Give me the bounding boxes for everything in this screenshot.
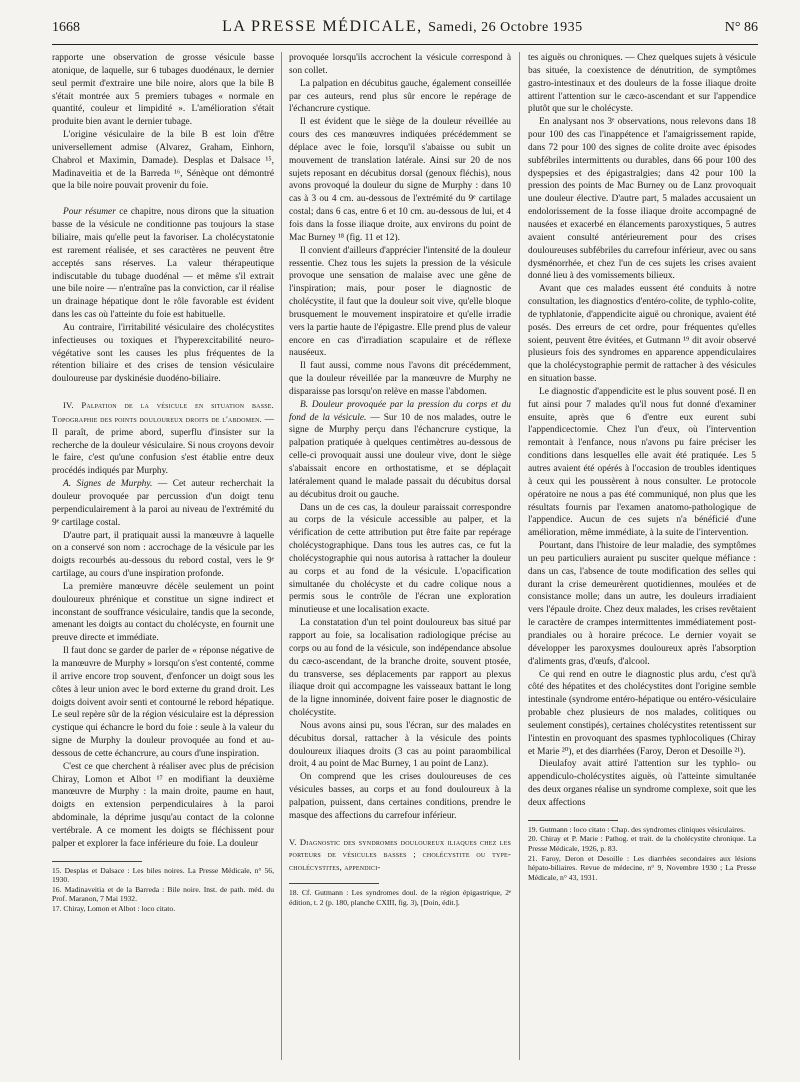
paragraph: On comprend que les crises douloureuses de ces vésicules basses, au corps et au fond douloureux à la palpation, puissent, dans certaines conditions, prendre le masque des affections du carrefour inférieur. [289, 772, 511, 821]
footnote: 19. Gutmann : loco citato : Chap. des syndromes cliniques vésiculaires. [528, 824, 746, 834]
paragraph: En analysant nos 3ᵉ observations, nous relevons dans 18 pour 100 des cas l'inappétence et l'amaigrissement rapide, dans 72 pour 100 des signes de colite droite avec épisodes subfébriles intermittents ou durables, dans 66 pour 100 des dyspepsies et des épigastralgies; dans 42 pour 100 la pression des points de Mac Burney ou de Lanz provoquait une douleur élective. D'autre part, 5 malades accusaient un endolorissement de la fosse iliaque droite accompagné de nausées et exacerbé en élancements paroxystiques, 5 autres avaient consulté antérieurement pour des crises douloureuses subfébriles du carrefour inférieur, avec ou sans dysménorrhée, et chez l'un de ces sujets les crises avaient donné lieu à des vomissements bilieux. [528, 117, 756, 282]
footnote: 20. Chiray et P. Marie : Pathog. et trait. de la cholécystite chronique. La Presse Médicale, 1926, p. 83. [528, 834, 756, 853]
footnote: 21. Faroy, Deron et Desoille : Les diarrhées secondaires aux lésions hépato-biliaires. Revue de médecine, n° 9, Novembre 1930 ; La Presse Médicale, n° 43, 1931. [528, 853, 756, 882]
paragraph: Ce qui rend en outre le diagnostic plus ardu, c'est qu'à côté des hépatites et des cholécystites dont l'origine semble intestinale (syndrome entéro-hépatique ou entéro-vésiculaire probable chez plusieurs de nos malades, colitiques ou seulement constipés), certaines cholécystites retentissent sur l'intestin en provoquant des spasmes typhlocoliques (Chiray et Marie ²⁰), et des diarrhées (Faroy, Deron et Desoille ²¹). [528, 669, 756, 757]
paragraph: Le diagnostic d'appendicite est le plus souvent posé. Il en fut ainsi pour 7 malades qu'il nous fut donné d'examiner ensuite, après que 6 d'entre eux eurent subi l'appendicectomie. Chez l'un d'eux, où l'intervention remontait à l'enfance, nous n'avons pu faire préciser les conditions dans lesquelles elle avait été pratiquée. Les 5 autres avaient été opérés à l'occasion de troubles identiques à ceux qui les poussèrent à nous consulter. Le protocole opératoire ne nous a pas été communiqué, non plus que les résultats fournis par l'examen anatomo-pathologique de l'appendice. Aucun de ces sujets n'a bénéficié d'une amélioration, même immédiate, à la suite de l'intervention. [528, 386, 756, 539]
paragraph: Nous avons ainsi pu, sous l'écran, sur des malades en décubitus dorsal, rattacher à la vésicule des points douloureux iliaques droits (3 cas au point paraombilical droit, 4 au point de Mac Burney, 1 au point de Lanz). [289, 720, 511, 770]
page-number: 1668 [52, 20, 80, 35]
paragraph: D'autre part, il pratiquait aussi la manœuvre à laquelle on a conservé son nom : accrochage de la vésicule par les doigts recourbés au-dessous du rebord costal, vers le 9ᵉ cartilage, au cours d'une inspiration profonde. [52, 530, 274, 580]
paragraph: L'origine vésiculaire de la bile B est loin d'être universellement admise (Alvarez, Graham, Einhorn, Chabrol et Maximin, Damade). Desplas et Dalsace ¹⁵, Madinaveitia et de la Barreda ¹⁶, Sénèque ont démontré que la bile noire pouvait provenir du foie. [52, 130, 274, 192]
text-column-1 [52, 52, 274, 1060]
column-divider [281, 52, 282, 1060]
paragraph [52, 399, 274, 478]
footnote-separator [289, 883, 379, 884]
paragraph-text: — Il paraît, de prime abord, superflu d'insister sur la recherche de la douleur vésiculaire. Si nous croyons devoir le faire, c'est qu'une confusion s'est établie entre deux procédés indiqués par Murphy. [52, 414, 274, 477]
paragraph: La première manœuvre décèle seulement un point douloureux phrénique et constitue un signe indirect et inconstant de souffrance vésiculaire, tandis que la seconde, amenant les doigts au contact du cholécyste, en fournit une preuve directe et immédiate. [52, 581, 274, 644]
paragraph: Il faut donc se garder de parler de « réponse négative de la manœuvre de Murphy » lorsqu'on s'est contenté, comme il arrive encore trop souvent, d'enfoncer un doigt sous les côtes à leur union avec le bord externe du grand droit. Les doigts doivent avoir senti et contourné le rebord hépatique. Le seul repère sûr de la région vésiculaire est la dépression cystique qui échancre le bord du foie : seule à la valeur du signe de Murphy la douleur provoquée au fond et au-dessous de cette échancrure, au cours d'une inspiration. [52, 646, 274, 759]
paragraph: Dans un de ces cas, la douleur paraissait correspondre au corps de la vésicule accessible au palper, et la vérification de cette attribution put être faite par repérage cholécystographique. Dans tous les autres cas, ce fut la cholécystographie qui nous autorisa à rattacher la douleur au corps et au fond de la vésicule. L'opacification simultanée du cholécyste et du cadre colique nous a permis sous le contrôle de l'écran une exploration minutieuse et une localisation exacte. [289, 502, 511, 616]
paragraph: rapporte une observation de grosse vésicule basse atonique, de laquelle, sur 6 tubages duodénaux, le dernier seul permit d'extraire une bile noire, alors que la bile B s'était montrée aux 5 premiers tubages « normale en quantité, couleur et limpidité ». L'amélioration s'était produite bien avant le dernier tubage. [52, 53, 274, 128]
paragraph: provoquée lorsqu'ils accrochent la vésicule correspond à son collet. [289, 53, 511, 76]
paragraph: Il est évident que le siège de la douleur réveillée au cours des ces manœuvres indiquées précédemment se déplace avec le foie, lorsqu'il s'abaisse ou subit un mouvement de translation latérale. Ainsi sur 20 de nos sujets reposant en décubitus dorsal (genoux fléchis), nous avons provoqué la douleur du signe de Murphy : dans 10 cas à 3 ou 4 cm. au-dessous de l'extrémité du 9ᵉ cartilage costal; dans 6 cas, entre 6 et 10 cm. au-dessous de lui, et 4 fois dans la fosse iliaque droite, aux environs du point de Mac Burney ¹⁸ (fig. 11 et 12). [289, 117, 511, 243]
paragraph [289, 399, 511, 502]
italic-lead: B. Douleur provoquée par la pression du corps et du fond de la vésicule. [289, 399, 511, 423]
issue-number: N° 86 [724, 20, 758, 35]
paragraph: La constatation d'un tel point douloureux bas situé par rapport au foie, sa localisation radiologique précise au corps ou au fond de la vésicule, son indépendance absolue du cæco-ascendant, de la branche droite, souvent ptosée, du transverse, ses déplacements par rapport au plexus iliaque droit qui accompagne les vaisseaux battant le long de la ligne innominée, doivent faire poser le diagnostic de cholécystite. [289, 618, 511, 719]
paragraph-text: — Sur 10 de nos malades, outre le signe de Murphy perçu dans l'échancrure cystique, la palpation pratiquée à quelques centimètres au-dessous de celle-ci provoquait aussi une douleur vive, dont le siège s'abaissait encore en orthostatisme, et se déplaçait latéralement quand le malade passait du décubitus dorsal au décubitus droit ou gauche. [289, 412, 511, 500]
paragraph: Avant que ces malades eussent été conduits à notre consultation, les diagnostics d'entéro-colite, de typhlo-colite, de typhlatonie, d'appendicite aiguë ou chronique, avaient été posés. Des erreurs de cet ordre, pour fréquentes qu'elles soient, peuvent être évitées, et Gutmann ¹⁹ dit avoir observé plusieurs fois des syndromes en apparence appendiculaires que la cholécystographie permit de rattacher à des vésicules en situation basse. [528, 284, 756, 385]
paragraph-text: — Cet auteur recherchait la douleur provoquée par percussion d'un doigt tenu perpendiculairement à la paroi au niveau de l'extrémité du 9ᵉ cartilage costal. [52, 479, 274, 528]
footnote-separator [528, 820, 618, 821]
section-heading: IV. Palpation de la vésicule en situation basse. Topographie des points douloureux droits de l'abdomen. [52, 400, 274, 424]
footnote: 17. Chiray, Lomon et Albot : loco citato. [52, 904, 176, 913]
column-divider [519, 52, 520, 1060]
paragraph: Pourtant, dans l'histoire de leur maladie, des symptômes un peu particuliers auraient pu susciter quelque méfiance : dans un cas, l'absence de toute modification des selles qui durant la crise demeurèrent quotidiennes, moulées et de consistance molle; dans un autre, les douleurs irradiaient vers l'épaule droite. Chez deux malades, les crises revêtaient le caractère de crampes intermittentes immédiatement post-prandiales ou à horaire précoce. Le dernier voyait se développer les paroxysmes douloureux après l'absorption d'aliments gras, d'œufs, d'alcool. [528, 541, 756, 667]
journal-title [222, 18, 583, 36]
section-heading: V. Diagnostic des syndromes douloureux iliaques chez les porteurs de vésicules basses ; cholécystite ou type-cholécystites, appendici- [289, 836, 511, 872]
page-header [52, 18, 758, 45]
paragraph: Il convient d'ailleurs d'apprécier l'intensité de la douleur ressentie. Chez tous les sujets la pression de la vésicule provoque une sensation de malaise avec une gêne de l'inspiration; mais, pour poser le diagnostic de cholécystite, il faut que la douleur soit vive, qu'elle bloque brusquement le mouvement inspiratoire et qu'elle irradie vers la partie haute de l'épigastre. Elle prend plus de valeur encore en cas d'irradiation scapulaire et de réflexe nauséeux. [289, 245, 511, 359]
paragraph-text: ce chapitre, nous dirons que la situation basse de la vésicule ne conditionne pas toujours la stase biliaire, mais qu'elle peut la favoriser. La cholécystatonie est rarement réalisée, et ses caractères ne peuvent être acceptés sans réserves. La valeur thérapeutique indiscutable du tubage duodénal — et même s'il extrait une bile noire — n'entraîne pas la conviction, car il réalise un drainage hépatique dont le rôle favorable est évident dans les cas où l'atteinte du foie est habituelle. [52, 207, 274, 321]
paragraph: Dieulafoy avait attiré l'attention sur les typhlo- ou appendiculo-cholécystites aiguës, où l'atteinte simultanée des deux organes réalise un syndrome complexe, soit que les deux affections [528, 759, 756, 808]
paragraph [52, 206, 274, 322]
italic-lead: Pour résumer [63, 207, 116, 218]
footnote: 18. Cf. Gutmann : Les syndromes doul. de la région épigastrique, 2ᵉ édition, t. 2 (p. 180, planche CXIII, fig. 3), [Doin, édit.]. [289, 888, 511, 907]
issue-date: Samedi, 26 Octobre 1935 [428, 20, 583, 35]
paragraph: tes aiguës ou chroniques. — Chez quelques sujets à vésicule bas située, la coexistence de dénutrition, de symptômes gastro-intestinaux et des douleurs de la fosse iliaque droite attirent l'attention sur le cæco-ascendant et sur l'appendice plutôt que sur le cholécyste. [528, 53, 756, 115]
journal-name: LA PRESSE MÉDICALE, [222, 18, 423, 35]
footnote: 16. Madinaveitia et de la Barreda : Bile noire. Inst. de path. méd. du Prof. Maranon, 7 Mai 1932. [52, 884, 274, 904]
footnote-separator [52, 861, 142, 862]
paragraph: C'est ce que cherchent à réaliser avec plus de précision Chiray, Lomon et Albot ¹⁷ en modifiant la deuxième manœuvre de Murphy : la main droite, paume en haut, doigts en extension perpendiculaires à la paroi abdominale, la déprime jusqu'au contact de la colonne vertébrale. A ce moment les doigts se fléchissent pour palper et explorer la face inférieure du foie. La douleur [52, 761, 274, 849]
text-column-3 [528, 52, 756, 1060]
paragraph: Au contraire, l'irritabilité vésiculaire des cholécystites infectieuses ou toxiques et l'hyperexcitabilité neuro-végétative sont les causes les plus fréquentes de la rétention biliaire et des crises de tension vésiculaire douloureuse par dyskinésie duodéno-biliaire. [52, 322, 274, 385]
text-column-2 [289, 52, 511, 1060]
paragraph: Il faut aussi, comme nous l'avons dit précédemment, que la douleur réveillée par la manœuvre de Murphy ne disparaisse pas lorsqu'on relève en masse l'abdomen. [289, 361, 511, 397]
italic-lead: A. Signes de Murphy. [63, 479, 153, 490]
paragraph [52, 478, 274, 529]
paragraph: La palpation en décubitus gauche, également conseillée par ces auteurs, rend plus sûr encore le repérage de l'échancrure cystique. [289, 78, 511, 115]
footnote: 15. Desplas et Dalsace : Les biles noires. La Presse Médicale, n° 56, 1930. [52, 865, 274, 885]
